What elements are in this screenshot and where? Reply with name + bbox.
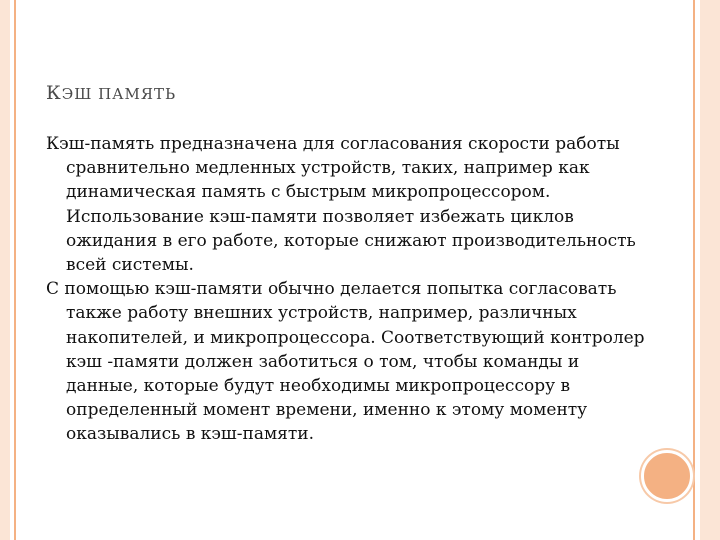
left-border-band <box>0 0 10 540</box>
title-initial: К <box>46 82 62 104</box>
right-border-line <box>693 0 695 540</box>
right-border-band <box>700 0 720 540</box>
paragraph-2: С помощью кэш-памяти обычно делается попытка согласовать также работу внешних устройств, например, различных накопителей, и микропроцессора. Соответствующий контролер кэш -памяти должен заботиться о том, чтобы команды и данные, которые будут необходимы микропроцессору в определенный момент времени, именно к этому моменту оказывались в кэш-памяти. <box>46 279 645 445</box>
decorative-circle <box>641 450 693 502</box>
left-border-line <box>14 0 16 540</box>
title-rest: ЭШ ПАМЯТЬ <box>61 85 177 103</box>
slide-body <box>46 132 646 447</box>
slide-title <box>46 82 176 104</box>
paragraph-1: Кэш-память предназначена для согласования скорости работы сравнительно медленных устройств, таких, например как динамическая память с быстрым микропроцессором. Использование кэш-памяти позволяет избежать циклов ожидания в его работе, которые снижают производительность всей системы. <box>46 134 636 276</box>
